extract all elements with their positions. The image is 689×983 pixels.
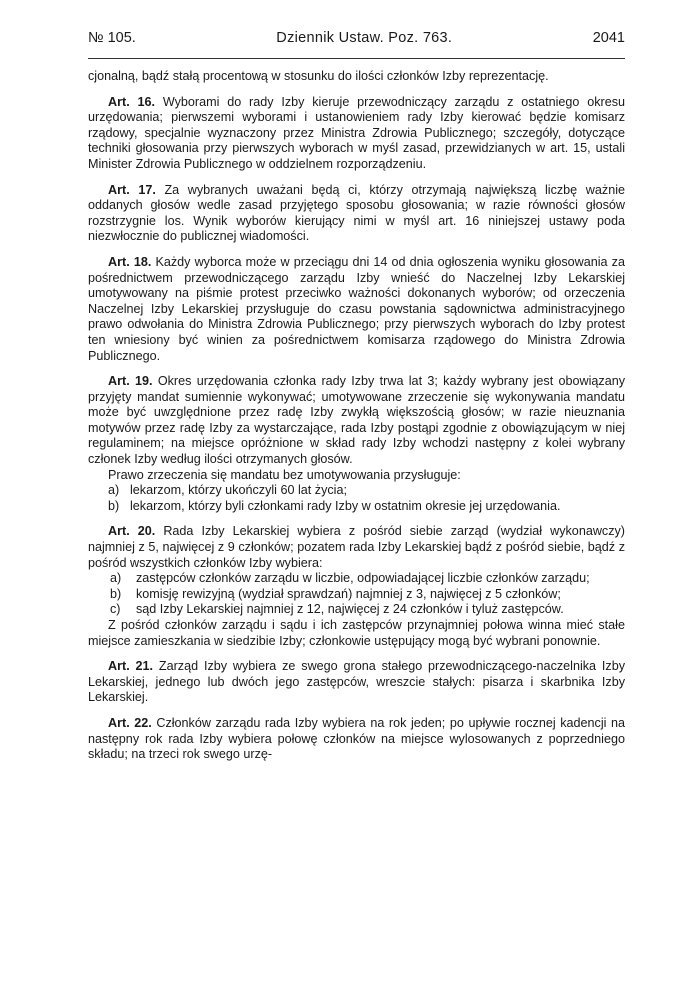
list-text: sąd Izby Lekarskiej najmniej z 12, najwięcej z 24 członków i tyluż zastępców.: [136, 602, 564, 617]
list-item: [110, 602, 625, 618]
article-22-label: Art. 22.: [108, 715, 152, 730]
article-22: [88, 716, 625, 763]
list-item: [110, 571, 625, 587]
list-marker: b): [110, 586, 122, 601]
article-20: [88, 524, 625, 571]
article-18-label: Art. 18.: [108, 254, 152, 269]
article-21: [88, 659, 625, 706]
article-19-intro: Prawo zrzeczenia się mandatu bez umotywowania przysługuje:: [108, 467, 461, 482]
page-header: [88, 30, 625, 54]
list-text: komisję rewizyjną (wydział sprawdzań) najmniej z 3, najwięcej z 5 członków;: [136, 586, 561, 601]
header-rule: [88, 58, 625, 59]
article-18-text: Każdy wyborca może w przeciągu dni 14 od dnia ogłoszenia wyniku głosowania za pośrednictwem przewodniczącego zarządu Izby wnieść do Naczelnej Izby Lekarskiej umotywowany na piśmie protest przeciwko ważności dokonanych wyborów; od orzeczenia Naczelnej Izby Lekarskiej przysługuje do czasu powstania sądownictwa administracyjnego prawo odwołania do Ministra Zdrowia Publicznego; przy pierwszych wyborach do Izby protest ten wniesiony być winien za pośrednictwem komisarza rządowego do Ministra Zdrowia Publicznego.: [88, 254, 625, 363]
article-16-text: Wyborami do rady Izby kieruje przewodniczący zarządu z ostatniego okresu urzędowania; pierwszemi wyborami i ustanowieniem rady Izby kierować będzie komisarz rządowy, specjalnie wyznaczony przez Ministra Zdrowia Publicznego; szczegóły, dotyczące techniki głosowania przy pierwszych wyborach w myśl zasad, przewidzianych w art. 15, ustali Minister Zdrowia Publicznego w oddzielnem rozporządzeniu.: [88, 94, 626, 171]
article-20-after: Z pośród członków zarządu i sądu i ich zastępców przynajmniej połowa winna mieć stałe miejsce zamieszkania w siedzibie Izby; członkowie ustępujący mogą być wybrani ponownie.: [88, 618, 625, 648]
paragraph-continuation: cjonalną, bądź stałą procentową w stosunku do ilości członków Izby reprezentację.: [88, 69, 549, 83]
page-number: 2041: [592, 30, 625, 46]
document-body: [88, 69, 625, 763]
article-19-text: Okres urzędowania członka rady Izby trwa lat 3; każdy wybrany jest obowiązany przyjęty mandat sumiennie wykonywać; umotywowane zrzeczenie się wykonywania mandatu może być uwzględnione przez radę Izby zwykłą większością głosów; w razie nieuznania motywów przez radę Izby za wystarczające, rada Izby postąpi zgodnie z obowiązującym w niej regulaminem; na miejsce opróżnione w skład rady Izby wchodzi następny z kolei wybrany członek Izby według ilości otrzymanych głosów.: [88, 374, 626, 467]
list-marker: a): [110, 571, 122, 586]
article-16-label: Art. 16.: [108, 94, 156, 109]
article-20-list: [88, 571, 625, 618]
issue-number: № 105.: [88, 30, 136, 46]
list-text: lekarzom, którzy byli członkami rady Izby w ostatnim okresie jej urzędowania.: [130, 498, 561, 513]
list-item: [108, 483, 625, 499]
article-19-list: [88, 483, 625, 514]
article-20-label: Art. 20.: [108, 524, 156, 539]
article-21-text: Zarząd Izby wybiera ze swego grona stałego przewodniczącego-naczelnika Izby Lekarskiej, jednego lub dwóch jego zastępców, wreszcie stałych: pisarza i skarbnika Izby Lekarskiej.: [88, 659, 626, 705]
article-17: [88, 183, 625, 245]
article-21-label: Art. 21.: [108, 659, 154, 674]
article-19-label: Art. 19.: [108, 374, 153, 389]
list-item: [108, 499, 625, 515]
list-marker: b): [108, 498, 120, 513]
list-text: lekarzom, którzy ukończyli 60 lat życia;: [130, 483, 347, 498]
article-18: [88, 255, 625, 364]
article-22-text: Członków zarządu rada Izby wybiera na rok jeden; po upływie rocznej kadencji na następny rok rada Izby wybiera połowę członków na miejsce wylosowanych z poprzedniego składu; na trzeci rok swego urzę-: [88, 715, 626, 762]
article-16: [88, 95, 625, 173]
article-17-label: Art. 17.: [108, 182, 156, 197]
list-item: [110, 587, 625, 603]
article-17-text: Za wybranych uważani będą ci, którzy otrzymają największą liczbę ważnie oddanych głosów wedle zasad przyjętego sposobu głosowania; w razie równości głosów rozstrzygnie los. Wynik wyborów kierujący nimi w myśl art. 16 niniejszej ustawy poda niezwłocznie do publicznej wiadomości.: [88, 182, 626, 244]
list-marker: c): [110, 602, 121, 617]
journal-title: Dziennik Ustaw. Poz. 763.: [276, 30, 453, 46]
list-text: zastępców członków zarządu w liczbie, odpowiadającej liczbie członków zarządu;: [136, 571, 590, 586]
article-19: [88, 374, 625, 468]
article-20-text: Rada Izby Lekarskiej wybiera z pośród siebie zarząd (wydział wykonawczy) najmniej z 5, najwięcej z 9 członków; pozatem rada Izby Lekarskiej bądź z pośród siebie, bądź z pośród wszystkich członków Izby wybiera:: [88, 524, 626, 570]
list-marker: a): [108, 483, 120, 498]
